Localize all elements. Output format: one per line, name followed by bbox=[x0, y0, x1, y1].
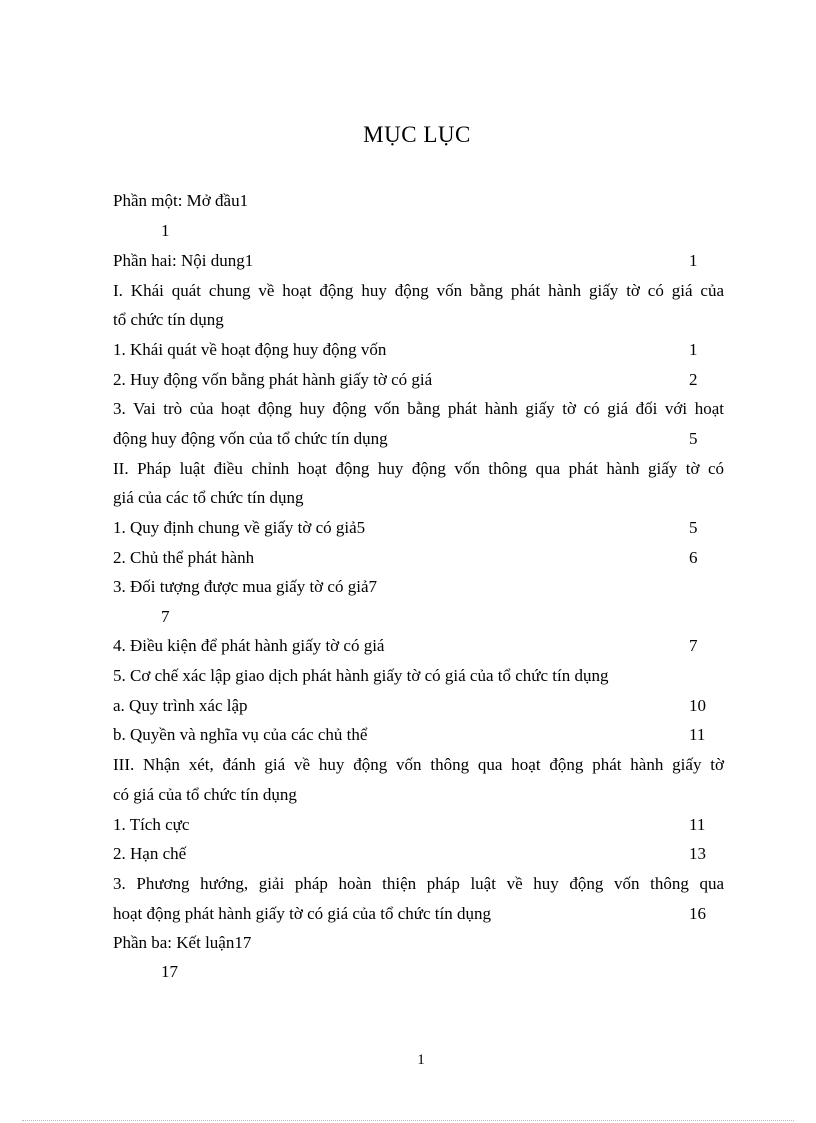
toc-page-part3: 17 bbox=[161, 962, 178, 981]
toc-entry-part2[interactable]: Phần hai: Nội dung1 bbox=[113, 251, 254, 270]
toc-entry-sec1-1[interactable]: 1. Khái quát về hoạt động huy động vốn bbox=[113, 340, 387, 359]
toc-page-sec1-1: 1 bbox=[689, 340, 698, 359]
toc-page-sec2-1: 5 bbox=[689, 518, 698, 537]
toc-entry-sec3-3-line2[interactable]: hoạt động phát hành giấy tờ có giá của tổ chức tín dụng bbox=[113, 904, 491, 923]
toc-entry-sec3-1[interactable]: 1. Tích cực bbox=[113, 815, 190, 834]
page-bottom-divider bbox=[22, 1120, 794, 1121]
toc-page-sec2-5a: 10 bbox=[689, 696, 706, 715]
toc-page-part2: 1 bbox=[689, 251, 698, 270]
toc-entry-sec2-1[interactable]: 1. Quy định chung về giấy tờ có giả5 bbox=[113, 518, 366, 537]
toc-entry-sec2-line1[interactable]: II. Pháp luật điều chỉnh hoạt động huy động vốn thông qua phát hành giấy tờ có bbox=[113, 459, 724, 478]
toc-entry-sec3-3-line1[interactable]: 3. Phương hướng, giải pháp hoàn thiện pháp luật về huy động vốn thông qua bbox=[113, 874, 724, 893]
toc-entry-sec2-5b[interactable]: b. Quyền và nghĩa vụ của các chủ thể bbox=[113, 725, 368, 744]
toc-entry-sec3-line1[interactable]: III. Nhận xét, đánh giá về huy động vốn thông qua hoạt động phát hành giấy tờ bbox=[113, 755, 724, 774]
toc-entry-sec1-line2[interactable]: tổ chức tín dụng bbox=[113, 310, 224, 329]
page-number: 1 bbox=[417, 1052, 425, 1068]
toc-entry-sec3-line2[interactable]: có giá của tổ chức tín dụng bbox=[113, 785, 297, 804]
toc-entry-sec1-3-line1[interactable]: 3. Vai trò của hoạt động huy động vốn bằng phát hành giấy tờ có giá đối với hoạt bbox=[113, 399, 724, 418]
toc-page-sec2-5b: 11 bbox=[689, 725, 706, 744]
toc-page-sec2-2: 6 bbox=[689, 548, 698, 567]
toc-page-sec3-3: 16 bbox=[689, 904, 706, 923]
toc-page-sec2-4: 7 bbox=[689, 636, 698, 655]
toc-entry-sec1-2[interactable]: 2. Huy động vốn bằng phát hành giấy tờ có giá bbox=[113, 370, 433, 389]
toc-page-sec1-2: 2 bbox=[689, 370, 698, 389]
toc-entry-sec1-3-line2[interactable]: động huy động vốn của tổ chức tín dụng bbox=[113, 429, 388, 448]
toc-entry-sec2-4[interactable]: 4. Điều kiện để phát hành giấy tờ có giá bbox=[113, 636, 385, 655]
toc-entry-sec2-2[interactable]: 2. Chủ thể phát hành bbox=[113, 548, 255, 567]
toc-entry-sec1-line1[interactable]: I. Khái quát chung về hoạt động huy động vốn bằng phát hành giấy tờ có giá của bbox=[113, 281, 724, 300]
toc-entry-sec2-3[interactable]: 3. Đối tượng được mua giấy tờ có giả7 bbox=[113, 577, 377, 596]
toc-entry-sec2-5a[interactable]: a. Quy trình xác lập bbox=[113, 696, 248, 715]
toc-page-sec2-3: 7 bbox=[161, 607, 170, 626]
toc-page-part1: 1 bbox=[161, 221, 170, 240]
toc-entry-sec2-5[interactable]: 5. Cơ chế xác lập giao dịch phát hành giấy tờ có giá của tổ chức tín dụng bbox=[113, 666, 609, 685]
toc-entry-part1[interactable]: Phần một: Mở đầu1 bbox=[113, 191, 249, 210]
toc-page-sec3-1: 11 bbox=[689, 815, 706, 834]
document-title: MỤC LỤC bbox=[363, 122, 471, 147]
toc-page-sec3-2: 13 bbox=[689, 844, 706, 863]
toc-entry-sec3-2[interactable]: 2. Hạn chế bbox=[113, 844, 187, 863]
toc-entry-part3[interactable]: Phần ba: Kết luận17 bbox=[113, 933, 252, 952]
toc-entry-sec2-line2[interactable]: giá của các tổ chức tín dụng bbox=[113, 488, 304, 507]
toc-page-sec1-3: 5 bbox=[689, 429, 698, 448]
